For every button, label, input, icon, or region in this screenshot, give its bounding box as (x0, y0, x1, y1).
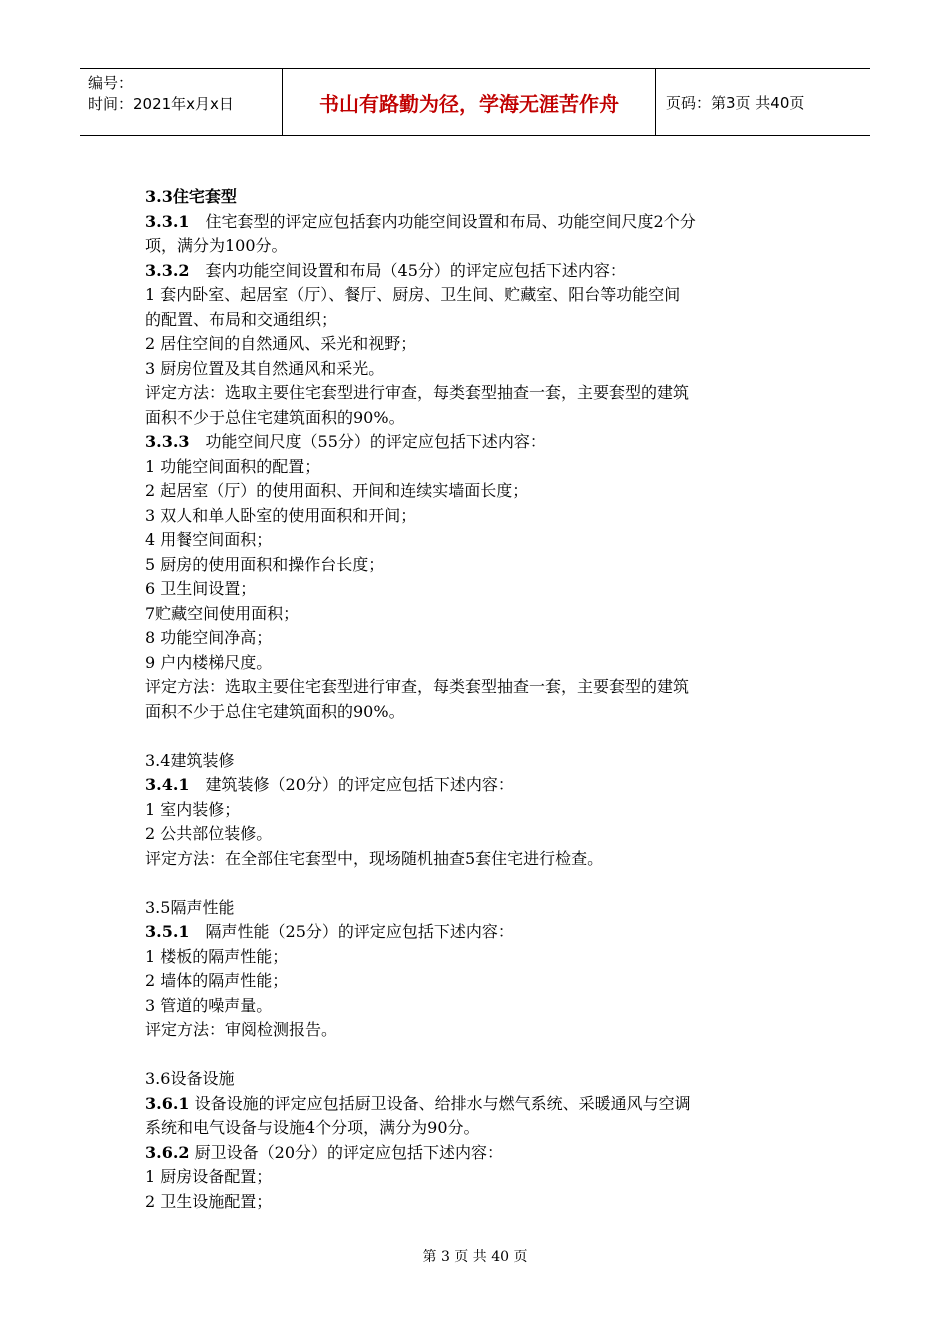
line-text: 4 用餐空间面积； (145, 530, 273, 549)
text-line (145, 994, 825, 1019)
text-line (145, 822, 825, 847)
clause-number: 3.6.1 (145, 1093, 190, 1113)
text-line (145, 602, 825, 627)
line-text: 面积不少于总住宅建筑面积的90%。 (145, 407, 405, 427)
line-text: 9 户内楼梯尺度。 (145, 652, 273, 672)
clause-number: 3.6.2 (145, 1142, 190, 1162)
text-line (145, 798, 825, 823)
header-page-info: 页码：第3页 共40页 (666, 93, 805, 112)
text-line (145, 210, 825, 235)
text-line (145, 406, 825, 431)
clause-number: 3.3.3 (145, 432, 190, 451)
text-line (145, 724, 825, 749)
page-footer: 第 3 页 共 40 页 (422, 1249, 528, 1265)
header-time-label: 时间：2021年x月x日 (88, 95, 234, 113)
text-line (145, 847, 825, 872)
text-line (145, 283, 825, 308)
line-text: 8 功能空间净高； (145, 628, 273, 647)
text-line (145, 308, 825, 333)
line-text: 评定方法：在全部住宅套型中，现场随机抽查5套住宅进行检查。 (145, 848, 604, 868)
line-text: 2 墙体的隔声性能； (145, 971, 289, 990)
clause-number: 3.3.1 (145, 211, 190, 231)
line-text: 3 厨房位置及其自然通风和采光。 (145, 358, 385, 378)
line-text: 设备设施的评定应包括厨卫设备、给排水与燃气系统、采暖通风与空调 (189, 1093, 691, 1113)
line-text: 1 室内装修； (145, 799, 241, 819)
line-text: 7贮藏空间使用面积； (145, 603, 300, 623)
line-text: 1 功能空间面积的配置； (145, 456, 321, 476)
text-line (145, 1165, 825, 1190)
line-text: 厨卫设备（20分）的评定应包括下述内容： (189, 1142, 503, 1162)
line-text: 5 厨房的使用面积和操作台长度； (145, 554, 385, 574)
line-text: 评定方法：审阅检测报告。 (145, 1020, 338, 1039)
text-line (145, 381, 825, 406)
line-text: 1 楼板的隔声性能； (145, 946, 289, 966)
text-line (145, 234, 825, 259)
text-line (145, 1141, 825, 1166)
line-text: 住宅套型的评定应包括套内功能空间设置和布局、功能空间尺度2个分 (189, 211, 696, 231)
text-line (145, 871, 825, 896)
line-text: 2 卫生设施配置； (145, 1191, 273, 1211)
clause-number: 3.3住宅套型 (145, 187, 237, 206)
text-line (145, 1043, 825, 1068)
text-line (145, 675, 825, 700)
text-line (145, 504, 825, 529)
text-line (145, 773, 825, 798)
text-line (145, 651, 825, 676)
text-line (145, 528, 825, 553)
text-line (145, 920, 825, 945)
line-text: 评定方法：选取主要住宅套型进行审查，每类套型抽查一套，主要套型的建筑 (145, 383, 690, 402)
text-line (145, 1092, 825, 1117)
text-line (145, 479, 825, 504)
line-text: 的配置、布局和交通组织； (145, 309, 338, 329)
line-text: 3.4建筑装修 (145, 750, 235, 770)
line-text: 套内功能空间设置和布局（45分）的评定应包括下述内容： (189, 260, 626, 280)
text-line (145, 357, 825, 382)
line-text: 隔声性能（25分）的评定应包括下述内容： (189, 922, 514, 941)
line-text: 建筑装修（20分）的评定应包括下述内容： (189, 775, 514, 794)
header-meta (80, 69, 282, 135)
clause-number: 3.4.1 (145, 775, 190, 794)
line-text: 功能空间尺度（55分）的评定应包括下述内容： (189, 432, 546, 451)
document-body (145, 185, 825, 1214)
page-header (80, 68, 870, 136)
header-number-label: 编号： (88, 74, 134, 92)
text-line (145, 1067, 825, 1092)
text-line (145, 1018, 825, 1043)
text-line (145, 185, 825, 210)
header-motto: 书山有路勤为径，学海无涯苦作舟 (282, 69, 656, 135)
line-text: 3 双人和单人卧室的使用面积和开间； (145, 505, 417, 525)
clause-number: 3.5.1 (145, 922, 190, 941)
text-line (145, 700, 825, 725)
line-text: 2 居住空间的自然通风、采光和视野； (145, 334, 417, 353)
line-text: 3.5隔声性能 (145, 897, 235, 917)
line-text: 3.6设备设施 (145, 1069, 235, 1088)
text-line (145, 896, 825, 921)
text-line (145, 626, 825, 651)
line-text: 6 卫生间设置； (145, 579, 257, 598)
line-text: 面积不少于总住宅建筑面积的90%。 (145, 701, 405, 721)
text-line (145, 1116, 825, 1141)
line-text: 3 管道的噪声量。 (145, 995, 273, 1015)
line-text: 2 公共部位装修。 (145, 824, 273, 843)
text-line (145, 749, 825, 774)
clause-number: 3.3.2 (145, 260, 190, 280)
text-line (145, 455, 825, 480)
text-line (145, 1190, 825, 1215)
line-text: 项，满分为100分。 (145, 236, 288, 255)
text-line (145, 969, 825, 994)
text-line (145, 259, 825, 284)
text-line (145, 430, 825, 455)
text-line (145, 332, 825, 357)
line-text: 1 套内卧室、起居室（厅）、餐厅、厨房、卫生间、贮藏室、阳台等功能空间 (145, 285, 681, 304)
text-line (145, 577, 825, 602)
line-text: 评定方法：选取主要住宅套型进行审查，每类套型抽查一套，主要套型的建筑 (145, 677, 690, 696)
text-line (145, 945, 825, 970)
line-text: 系统和电气设备与设施4个分项，满分为90分。 (145, 1118, 480, 1137)
text-line (145, 553, 825, 578)
line-text: 2 起居室（厅）的使用面积、开间和连续实墙面长度； (145, 481, 529, 500)
line-text: 1 厨房设备配置； (145, 1167, 273, 1186)
